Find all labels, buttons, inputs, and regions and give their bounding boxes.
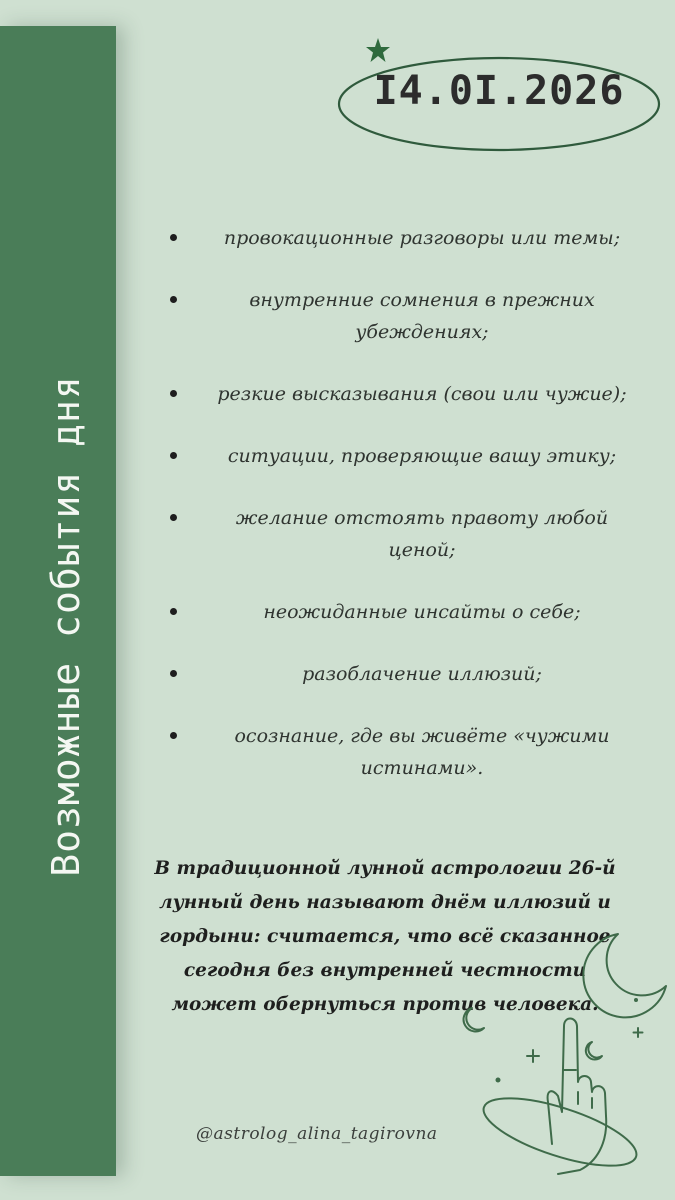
list-item <box>160 720 640 784</box>
event-text: желание отстоять правоту любой ценой; <box>235 507 609 561</box>
bullet-dot <box>170 670 177 677</box>
event-text: осознание, где вы живёте «чужими истинами». <box>234 725 610 779</box>
list-item <box>160 440 640 472</box>
bullet-dot <box>170 608 177 615</box>
event-text: внутренние сомнения в прежних убеждениях; <box>249 289 595 343</box>
event-list <box>160 222 640 814</box>
date-text: I4.0I.2026 <box>373 68 625 114</box>
bullet-dot <box>170 296 177 303</box>
crescent-moon-icon <box>586 1042 602 1060</box>
event-text: резкие высказывания (свои или чужие); <box>217 383 627 405</box>
sidebar-title: Возможные события дня <box>44 375 88 877</box>
event-text: провокационные разговоры или темы; <box>223 227 621 249</box>
list-item <box>160 378 640 410</box>
list-item <box>160 284 640 348</box>
event-text: неожиданные инсайты о себе; <box>263 601 581 623</box>
sidebar-panel <box>0 26 116 1176</box>
bullet-dot <box>170 234 177 241</box>
sparkle-icon <box>527 1050 539 1062</box>
list-item <box>160 658 640 690</box>
list-item <box>160 596 640 628</box>
crescent-moon-icon <box>583 934 666 1017</box>
bullet-dot <box>170 732 177 739</box>
bullet-dot <box>170 514 177 521</box>
list-item <box>160 502 640 566</box>
date-badge <box>336 54 662 154</box>
hand-pointing-icon <box>548 1019 607 1175</box>
star-icon <box>364 36 392 64</box>
sparkle-icon <box>634 1028 643 1037</box>
event-text: ситуации, проверяющие вашу этику; <box>227 445 617 467</box>
event-text: разоблачение иллюзий; <box>302 663 542 685</box>
bullet-dot <box>170 452 177 459</box>
moon-hand-illustration <box>440 930 675 1200</box>
bullet-dot <box>170 390 177 397</box>
list-item <box>160 222 640 254</box>
info-paragraph: В традиционной лунной астрологии 26-й лунный день называют днём иллюзий и гордыни: считается, что всё сказанное сегодня без внутренней честности может обернуться против человека. <box>154 858 616 1015</box>
crescent-moon-icon <box>464 1008 484 1031</box>
author-handle[interactable]: @astrolog_alina_tagirovna <box>196 1124 438 1144</box>
